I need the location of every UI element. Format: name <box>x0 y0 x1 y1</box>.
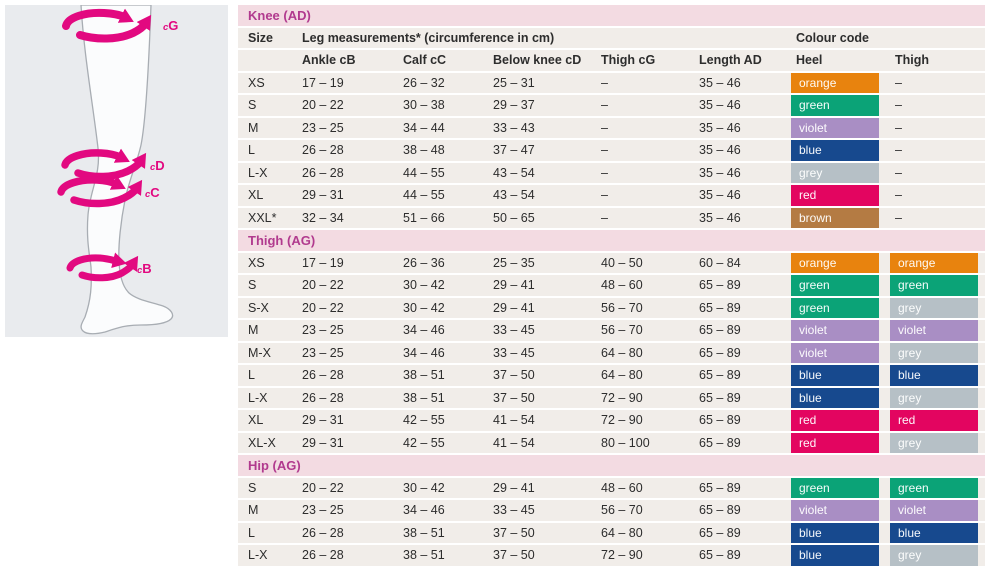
table-row <box>238 185 985 206</box>
colour-badge-green: green <box>890 478 978 499</box>
cell-ankle: 26 – 28 <box>302 368 344 383</box>
cell-size: L <box>248 143 255 158</box>
table-row <box>238 545 985 566</box>
cell-thigh-colour <box>886 365 985 386</box>
leg-diagram-svg <box>5 5 228 337</box>
table-row <box>238 253 985 274</box>
cell-below-knee: 33 – 43 <box>493 120 535 135</box>
cell-thigh-colour <box>886 523 985 544</box>
table-row <box>238 118 985 139</box>
label-cC: cC <box>145 185 160 200</box>
cell-below-knee: 37 – 50 <box>493 525 535 540</box>
cell-thigh-cg: – <box>601 75 608 90</box>
table-group-header <box>238 28 985 49</box>
leg-measurement-diagram <box>5 5 228 337</box>
cell-below-knee: 37 – 50 <box>493 368 535 383</box>
cell-below-knee: 43 – 54 <box>493 165 535 180</box>
cell-below-knee: 50 – 65 <box>493 210 535 225</box>
cell-length: 35 – 46 <box>699 120 741 135</box>
cell-ankle: 26 – 28 <box>302 143 344 158</box>
cell-size: XXL* <box>248 210 277 225</box>
colour-badge-brown: brown <box>791 208 879 229</box>
col-length: Length AD <box>699 53 762 68</box>
cell-calf: 42 – 55 <box>403 413 445 428</box>
cell-length: 35 – 46 <box>699 188 741 203</box>
cell-below-knee: 29 – 41 <box>493 480 535 495</box>
cell-heel-colour <box>787 95 886 116</box>
knee-section-rows <box>238 73 985 229</box>
cell-calf: 42 – 55 <box>403 435 445 450</box>
cell-thigh-colour: – <box>895 188 902 203</box>
label-cG: cG <box>163 18 179 33</box>
cell-heel-colour <box>787 275 886 296</box>
table-row <box>238 208 985 229</box>
cell-size: M <box>248 120 259 135</box>
colour-badge-green: green <box>791 298 879 319</box>
cell-thigh-cg: 72 – 90 <box>601 390 643 405</box>
cell-ankle: 23 – 25 <box>302 323 344 338</box>
cell-thigh-cg: 72 – 90 <box>601 413 643 428</box>
colour-badge-violet: violet <box>791 118 879 139</box>
label-cD: cD <box>150 158 165 173</box>
cell-thigh-cg: – <box>601 98 608 113</box>
cell-calf: 38 – 51 <box>403 368 445 383</box>
cell-ankle: 32 – 34 <box>302 210 344 225</box>
cell-length: 35 – 46 <box>699 165 741 180</box>
cell-thigh-colour <box>886 545 985 566</box>
cell-thigh-colour: – <box>895 98 902 113</box>
section-title-hip: Hip (AG) <box>238 455 985 476</box>
cell-calf: 26 – 36 <box>403 255 445 270</box>
cell-size: XL <box>248 413 264 428</box>
cell-thigh-colour: – <box>895 120 902 135</box>
col-heel: Heel <box>796 53 823 68</box>
cell-size: L-X <box>248 165 268 180</box>
colour-badge-grey: grey <box>890 388 978 409</box>
cell-calf: 26 – 32 <box>403 75 445 90</box>
cell-length: 65 – 89 <box>699 548 741 563</box>
cell-calf: 38 – 51 <box>403 525 445 540</box>
cell-size: XS <box>248 75 265 90</box>
section-title-thigh: Thigh (AG) <box>238 230 985 251</box>
cell-size: S-X <box>248 300 269 315</box>
colour-badge-blue: blue <box>791 365 879 386</box>
table-row <box>238 388 985 409</box>
cell-below-knee: 37 – 50 <box>493 390 535 405</box>
col-thigh-colour: Thigh <box>895 53 930 68</box>
cell-thigh-colour <box>886 275 985 296</box>
cell-calf: 38 – 48 <box>403 143 445 158</box>
cell-heel-colour <box>787 365 886 386</box>
colour-badge-violet: violet <box>890 500 978 521</box>
cell-thigh-colour <box>886 410 985 431</box>
colour-badge-blue: blue <box>791 523 879 544</box>
cell-heel-colour <box>787 163 886 184</box>
cell-ankle: 23 – 25 <box>302 345 344 360</box>
cell-heel-colour <box>787 118 886 139</box>
cell-thigh-cg: 80 – 100 <box>601 435 650 450</box>
hip-section-rows <box>238 478 985 566</box>
cell-thigh-colour <box>886 478 985 499</box>
colour-badge-red: red <box>791 185 879 206</box>
cell-ankle: 20 – 22 <box>302 300 344 315</box>
table-row <box>238 275 985 296</box>
cell-length: 65 – 89 <box>699 413 741 428</box>
cell-size: L <box>248 368 255 383</box>
cell-thigh-cg: – <box>601 210 608 225</box>
table-row <box>238 95 985 116</box>
col-below-knee: Below knee cD <box>493 53 582 68</box>
cell-size: XS <box>248 255 265 270</box>
colour-badge-orange: orange <box>791 253 879 274</box>
cell-ankle: 23 – 25 <box>302 503 344 518</box>
cell-heel-colour <box>787 545 886 566</box>
cell-heel-colour <box>787 343 886 364</box>
cell-length: 65 – 89 <box>699 525 741 540</box>
cell-thigh-colour <box>886 388 985 409</box>
cell-calf: 44 – 55 <box>403 188 445 203</box>
cell-size: S <box>248 98 257 113</box>
col-ankle: Ankle cB <box>302 53 356 68</box>
cell-calf: 30 – 42 <box>403 480 445 495</box>
cell-ankle: 20 – 22 <box>302 278 344 293</box>
table-row <box>238 298 985 319</box>
cell-length: 65 – 89 <box>699 278 741 293</box>
cell-ankle: 20 – 22 <box>302 480 344 495</box>
table-column-header <box>238 50 985 71</box>
table-row <box>238 320 985 341</box>
table-row <box>238 140 985 161</box>
cell-ankle: 26 – 28 <box>302 548 344 563</box>
cell-below-knee: 33 – 45 <box>493 345 535 360</box>
cell-length: 35 – 46 <box>699 210 741 225</box>
section-title-knee: Knee (AD) <box>238 5 985 26</box>
cell-calf: 34 – 46 <box>403 345 445 360</box>
cell-thigh-cg: – <box>601 165 608 180</box>
cell-heel-colour <box>787 500 886 521</box>
cell-below-knee: 33 – 45 <box>493 323 535 338</box>
cell-below-knee: 37 – 47 <box>493 143 535 158</box>
cell-heel-colour <box>787 298 886 319</box>
table-row <box>238 523 985 544</box>
colour-badge-green: green <box>791 95 879 116</box>
cell-thigh-cg: 56 – 70 <box>601 503 643 518</box>
cell-heel-colour <box>787 140 886 161</box>
cell-length: 65 – 89 <box>699 480 741 495</box>
cell-ankle: 26 – 28 <box>302 525 344 540</box>
cell-thigh-colour: – <box>895 210 902 225</box>
cell-size: L-X <box>248 548 268 563</box>
cell-thigh-colour <box>886 298 985 319</box>
cell-calf: 30 – 42 <box>403 278 445 293</box>
colour-badge-blue: blue <box>791 388 879 409</box>
cell-heel-colour <box>787 73 886 94</box>
cell-thigh-colour <box>886 433 985 454</box>
cell-size: S <box>248 278 257 293</box>
table-row <box>238 433 985 454</box>
cell-thigh-cg: 64 – 80 <box>601 368 643 383</box>
cell-size: M <box>248 323 259 338</box>
cell-heel-colour <box>787 185 886 206</box>
cell-length: 65 – 89 <box>699 503 741 518</box>
table-row <box>238 73 985 94</box>
cell-thigh-cg: 72 – 90 <box>601 548 643 563</box>
colour-badge-grey: grey <box>890 343 978 364</box>
cell-length: 65 – 89 <box>699 300 741 315</box>
cell-thigh-cg: 56 – 70 <box>601 323 643 338</box>
cell-length: 65 – 89 <box>699 435 741 450</box>
cell-heel-colour <box>787 208 886 229</box>
cell-heel-colour <box>787 433 886 454</box>
cell-thigh-cg: 48 – 60 <box>601 480 643 495</box>
colour-badge-grey: grey <box>890 545 978 566</box>
cell-length: 65 – 89 <box>699 368 741 383</box>
cell-below-knee: 25 – 31 <box>493 75 535 90</box>
colour-code-label: Colour code <box>796 30 869 45</box>
cell-heel-colour <box>787 410 886 431</box>
cell-size: M-X <box>248 345 271 360</box>
col-calf: Calf cC <box>403 53 447 68</box>
colour-badge-grey: grey <box>890 433 978 454</box>
cell-below-knee: 29 – 41 <box>493 278 535 293</box>
colour-badge-green: green <box>791 275 879 296</box>
leg-measurements-label: Leg measurements* (circumference in cm) <box>302 30 555 45</box>
table-row <box>238 500 985 521</box>
cell-ankle: 26 – 28 <box>302 390 344 405</box>
cell-thigh-colour <box>886 500 985 521</box>
cell-calf: 30 – 38 <box>403 98 445 113</box>
table-row <box>238 478 985 499</box>
table-row <box>238 410 985 431</box>
cell-size: XL-X <box>248 435 276 450</box>
cell-ankle: 29 – 31 <box>302 188 344 203</box>
colour-badge-orange: orange <box>791 73 879 94</box>
cell-below-knee: 25 – 35 <box>493 255 535 270</box>
cell-calf: 38 – 51 <box>403 548 445 563</box>
col-thigh-cg: Thigh cG <box>601 53 656 68</box>
cell-ankle: 29 – 31 <box>302 413 344 428</box>
cell-length: 35 – 46 <box>699 98 741 113</box>
colour-badge-red: red <box>791 410 879 431</box>
cell-below-knee: 41 – 54 <box>493 413 535 428</box>
colour-badge-blue: blue <box>890 365 978 386</box>
cell-thigh-colour: – <box>895 75 902 90</box>
colour-badge-violet: violet <box>791 320 879 341</box>
cell-thigh-cg: 48 – 60 <box>601 278 643 293</box>
cell-ankle: 17 – 19 <box>302 75 344 90</box>
colour-badge-grey: grey <box>791 163 879 184</box>
cell-thigh-cg: 64 – 80 <box>601 525 643 540</box>
cell-size: S <box>248 480 257 495</box>
cell-length: 60 – 84 <box>699 255 741 270</box>
cell-thigh-cg: – <box>601 188 608 203</box>
colour-badge-violet: violet <box>791 500 879 521</box>
cell-length: 65 – 89 <box>699 390 741 405</box>
table-row <box>238 163 985 184</box>
cell-length: 65 – 89 <box>699 345 741 360</box>
cell-thigh-cg: 56 – 70 <box>601 300 643 315</box>
cell-below-knee: 29 – 37 <box>493 98 535 113</box>
cell-below-knee: 43 – 54 <box>493 188 535 203</box>
cell-heel-colour <box>787 320 886 341</box>
cell-thigh-colour <box>886 343 985 364</box>
cell-thigh-cg: – <box>601 120 608 135</box>
cell-thigh-colour <box>886 253 985 274</box>
cell-calf: 51 – 66 <box>403 210 445 225</box>
cell-length: 65 – 89 <box>699 323 741 338</box>
cell-calf: 34 – 46 <box>403 503 445 518</box>
cell-below-knee: 41 – 54 <box>493 435 535 450</box>
cell-ankle: 29 – 31 <box>302 435 344 450</box>
cell-ankle: 26 – 28 <box>302 165 344 180</box>
size-chart-table <box>238 5 985 568</box>
cell-thigh-colour: – <box>895 165 902 180</box>
cell-below-knee: 29 – 41 <box>493 300 535 315</box>
cell-size: L-X <box>248 390 268 405</box>
cell-thigh-cg: 40 – 50 <box>601 255 643 270</box>
cell-size: L <box>248 525 255 540</box>
colour-badge-grey: grey <box>890 298 978 319</box>
cell-calf: 34 – 46 <box>403 323 445 338</box>
colour-badge-green: green <box>791 478 879 499</box>
label-cB: cB <box>137 261 152 276</box>
colour-badge-blue: blue <box>791 545 879 566</box>
cell-calf: 30 – 42 <box>403 300 445 315</box>
cell-calf: 44 – 55 <box>403 165 445 180</box>
cell-thigh-colour <box>886 320 985 341</box>
cell-calf: 34 – 44 <box>403 120 445 135</box>
cell-length: 35 – 46 <box>699 75 741 90</box>
cell-thigh-cg: 64 – 80 <box>601 345 643 360</box>
cell-size: XL <box>248 188 264 203</box>
cell-length: 35 – 46 <box>699 143 741 158</box>
cell-heel-colour <box>787 388 886 409</box>
cell-ankle: 23 – 25 <box>302 120 344 135</box>
cell-calf: 38 – 51 <box>403 390 445 405</box>
cell-heel-colour <box>787 253 886 274</box>
cell-ankle: 17 – 19 <box>302 255 344 270</box>
colour-badge-violet: violet <box>791 343 879 364</box>
colour-badge-blue: blue <box>791 140 879 161</box>
cell-size: M <box>248 503 259 518</box>
size-column-label: Size <box>248 30 274 45</box>
colour-badge-green: green <box>890 275 978 296</box>
table-row <box>238 343 985 364</box>
thigh-section-rows <box>238 253 985 454</box>
cell-thigh-colour: – <box>895 143 902 158</box>
cell-thigh-cg: – <box>601 143 608 158</box>
colour-badge-red: red <box>791 433 879 454</box>
cell-below-knee: 33 – 45 <box>493 503 535 518</box>
cell-below-knee: 37 – 50 <box>493 548 535 563</box>
colour-badge-violet: violet <box>890 320 978 341</box>
cell-heel-colour <box>787 478 886 499</box>
cell-ankle: 20 – 22 <box>302 98 344 113</box>
colour-badge-orange: orange <box>890 253 978 274</box>
table-row <box>238 365 985 386</box>
colour-badge-blue: blue <box>890 523 978 544</box>
colour-badge-red: red <box>890 410 978 431</box>
cell-heel-colour <box>787 523 886 544</box>
